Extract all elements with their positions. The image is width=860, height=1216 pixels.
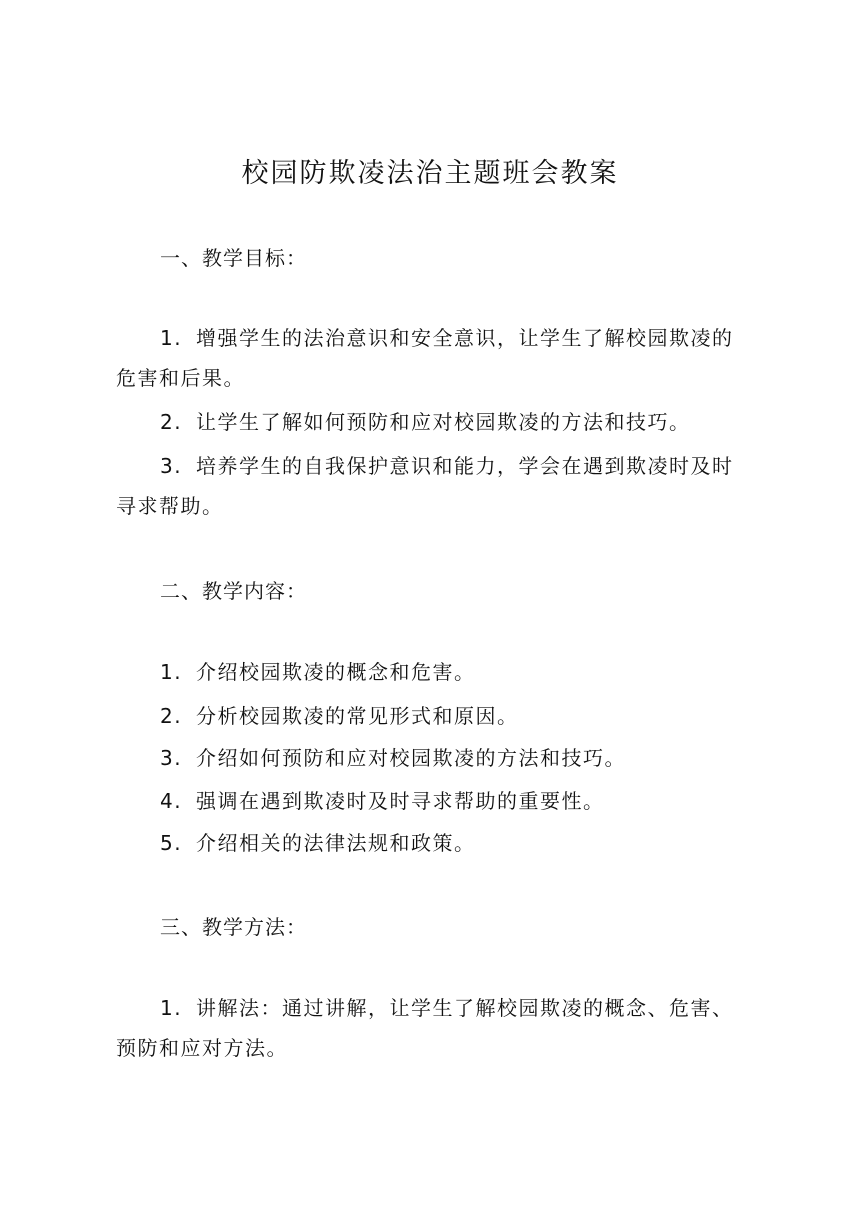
section-heading-content: 二、教学内容： xyxy=(160,579,307,603)
list-item xyxy=(116,402,744,442)
list-item xyxy=(116,823,744,863)
item-text: 增强学生的法治意识和安全意识，让学生了解校园欺凌的危害和后果。 xyxy=(116,326,734,390)
list-item xyxy=(116,988,744,1068)
item-text: 介绍校园欺凌的概念和危害。 xyxy=(196,660,476,684)
item-text: 培养学生的自我保护意识和能力，学会在遇到欺凌时及时寻求帮助。 xyxy=(116,454,734,518)
item-number: 3. xyxy=(160,454,183,478)
list-item xyxy=(116,446,744,526)
list-item xyxy=(116,781,744,821)
item-number: 2. xyxy=(160,704,183,728)
list-item xyxy=(116,318,744,398)
item-text: 介绍如何预防和应对校园欺凌的方法和技巧。 xyxy=(196,746,626,770)
item-text: 介绍相关的法律法规和政策。 xyxy=(196,831,476,855)
item-number: 1. xyxy=(160,996,183,1020)
item-number: 4. xyxy=(160,789,183,813)
list-item xyxy=(116,696,744,736)
document-title: 校园防欺凌法治主题班会教案 xyxy=(241,158,619,189)
item-text: 强调在遇到欺凌时及时寻求帮助的重要性。 xyxy=(196,789,605,813)
item-text: 让学生了解如何预防和应对校园欺凌的方法和技巧。 xyxy=(196,410,691,434)
list-item xyxy=(116,738,744,778)
item-number: 1. xyxy=(160,660,183,684)
item-number: 1. xyxy=(160,326,183,350)
item-number: 3. xyxy=(160,746,183,770)
list-item xyxy=(116,652,744,692)
item-text: 分析校园欺凌的常见形式和原因。 xyxy=(196,704,519,728)
section-heading-objectives: 一、教学目标： xyxy=(160,246,307,270)
item-number: 2. xyxy=(160,410,183,434)
item-text: 讲解法：通过讲解，让学生了解校园欺凌的概念、危害、预防和应对方法。 xyxy=(116,996,734,1060)
item-number: 5. xyxy=(160,831,183,855)
section-heading-methods: 三、教学方法： xyxy=(160,915,307,939)
